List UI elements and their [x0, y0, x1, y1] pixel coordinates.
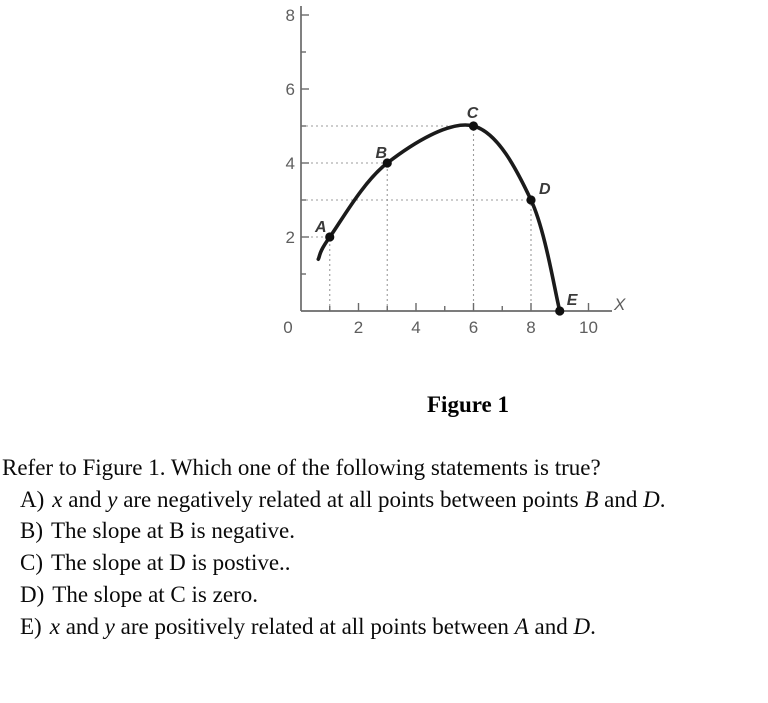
point-label-A: A — [314, 219, 327, 236]
svg-text:2: 2 — [285, 228, 295, 247]
answer-option-text: The slope at D is postive.. — [51, 550, 291, 576]
answer-option — [0, 547, 768, 579]
answer-option-label: D) — [20, 581, 45, 607]
svg-text:8: 8 — [526, 318, 536, 337]
point-D — [526, 195, 535, 204]
x-axis-label: X — [614, 295, 626, 314]
question-prompt: Refer to Figure 1. Which one of the following statements is true? — [2, 455, 601, 480]
curve — [318, 125, 560, 311]
svg-text:2: 2 — [353, 318, 364, 337]
answer-option — [0, 579, 768, 611]
answer-options — [0, 484, 768, 643]
answer-option-label: B) — [20, 518, 43, 544]
svg-text:0: 0 — [283, 318, 293, 337]
point-label-D: D — [539, 181, 551, 198]
svg-text:10: 10 — [579, 318, 598, 337]
answer-option-label: E) — [20, 613, 42, 639]
answer-option-label: C) — [20, 550, 43, 576]
svg-text:6: 6 — [468, 318, 479, 337]
answer-option — [0, 515, 768, 547]
svg-text:6: 6 — [285, 80, 295, 99]
answer-option-text: The slope at C is zero. — [52, 581, 258, 607]
answer-option-text: x and y are positively related at all points between A and D. — [49, 613, 596, 639]
axes — [301, 6, 612, 311]
answer-option-text: x and y are negatively related at all points between points B and D. — [52, 486, 666, 512]
point-C — [469, 121, 478, 130]
figure-caption: Figure 1 — [427, 392, 509, 417]
dotted-guides — [301, 126, 531, 311]
point-label-B: B — [375, 145, 388, 162]
answer-option — [0, 611, 768, 643]
point-label-E: E — [566, 292, 578, 309]
answer-option-text: The slope at B is negative. — [51, 518, 295, 544]
svg-text:4: 4 — [285, 154, 295, 173]
answer-option-label: A) — [20, 486, 45, 512]
svg-text:4: 4 — [411, 318, 421, 337]
point-label-C: C — [466, 105, 479, 122]
point-E — [555, 306, 564, 315]
svg-text:8: 8 — [285, 6, 295, 25]
question-block — [0, 452, 768, 642]
tick-labels — [283, 6, 598, 337]
answer-option — [0, 484, 768, 516]
